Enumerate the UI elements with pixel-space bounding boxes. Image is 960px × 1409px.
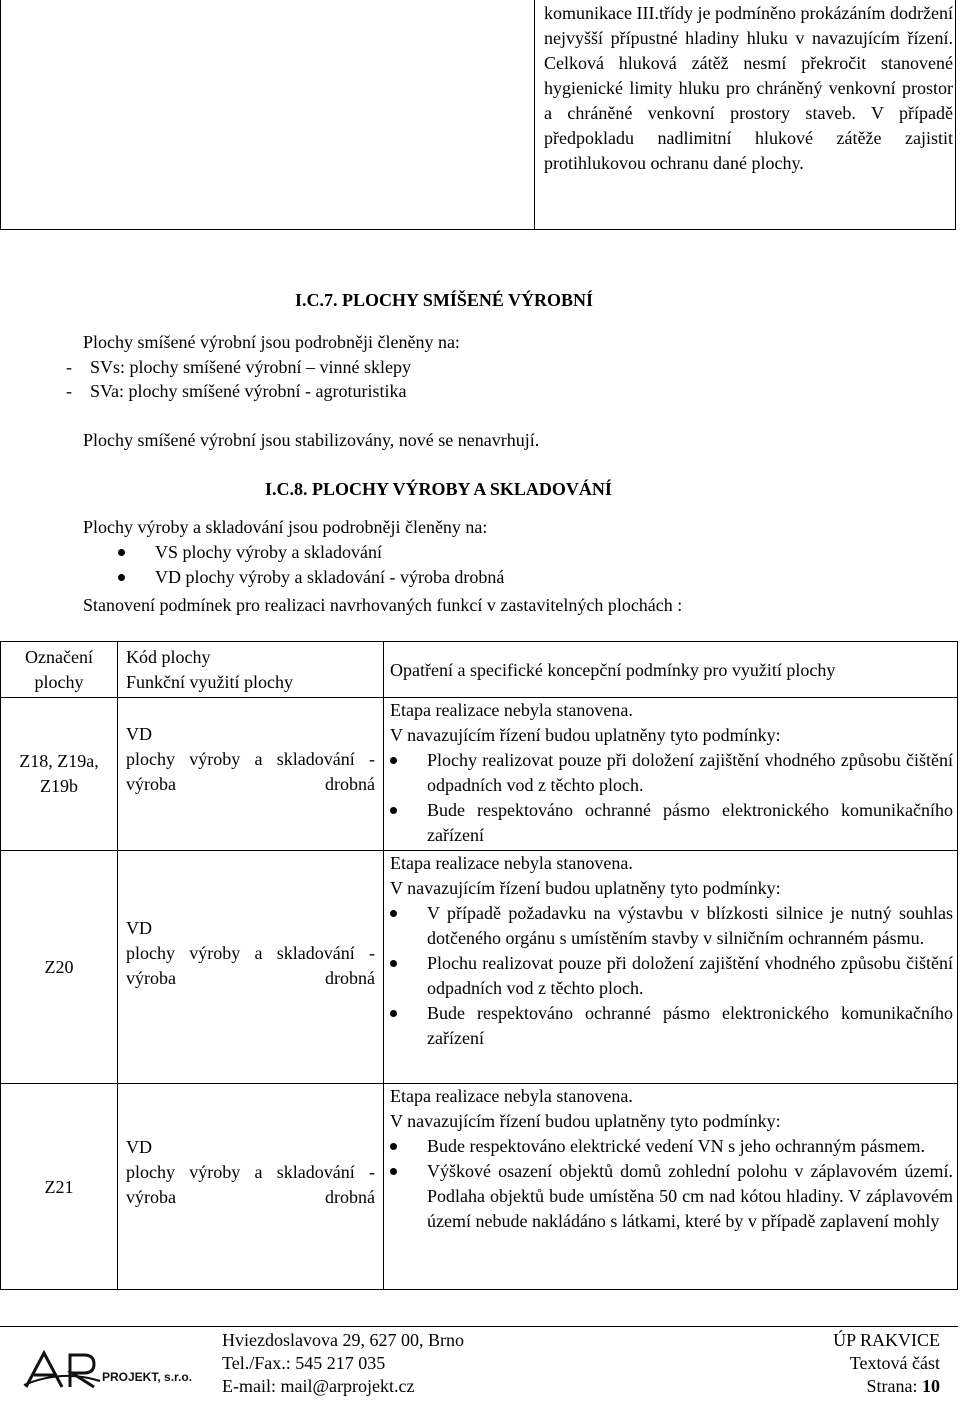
footer-rule: [0, 1326, 958, 1327]
list-item: Bude respektováno elektrické vedení VN s jeho ochranným pásmem.: [390, 1134, 953, 1159]
row-bullets: [390, 901, 953, 1051]
footer-document-info: [833, 1329, 940, 1398]
row-function-text: plochy výroby a skladování - výroba drobná: [126, 943, 375, 988]
row-bullets: [390, 748, 953, 848]
table-row-id: Z21: [44, 1176, 74, 1197]
row-stage: Etapa realizace nebyla stanovena.: [390, 700, 633, 720]
table-column-divider: [534, 0, 535, 229]
table-row-function: [126, 1135, 375, 1210]
table-row-conditions: [390, 851, 953, 1051]
header-function-line: Funkční využití plochy: [126, 672, 293, 692]
section-7-note: Plochy smíšené výrobní jsou stabilizovány, nové se nenavrhují.: [83, 430, 540, 450]
table-row-function: [126, 916, 375, 991]
list-item: Bude respektováno ochranné pásmo elektronického komunikačního zařízení: [390, 1001, 953, 1051]
list-item: V případě požadavku na výstavbu v blízkosti silnice je nutný souhlas dotčeného orgánu s umístěním stavby v silničním ochranném pásmu.: [390, 901, 953, 951]
footer-contact: [222, 1329, 464, 1398]
company-logo: [22, 1345, 202, 1395]
table-row-id: Z20: [44, 956, 74, 977]
section-7-intro: Plochy smíšené výrobní jsou podrobněji členěny na:: [83, 332, 460, 352]
footer-phone: Tel./Fax.: 545 217 035: [222, 1353, 386, 1373]
section-8-heading: I.C.8. PLOCHY VÝROBY A SKLADOVÁNÍ: [265, 479, 612, 499]
row-function-text: plochy výroby a skladování - výroba drobná: [126, 749, 375, 794]
row-stage: Etapa realizace nebyla stanovena.: [390, 1086, 633, 1106]
table-column-divider: [117, 642, 118, 1289]
row-lead: V navazujícím řízení budou uplatněny tyto podmínky:: [390, 725, 781, 745]
table-column-divider: [383, 642, 384, 1289]
section-7-item-svs: - SVs: plochy smíšené výrobní – vinné sklepy: [66, 357, 411, 377]
table-row-conditions: [390, 698, 953, 848]
footer-doc-title: ÚP RAKVICE: [833, 1330, 940, 1350]
footer-page: [833, 1375, 940, 1398]
page-number: 10: [922, 1376, 940, 1396]
table-row-id: Z18, Z19a, Z19b: [19, 751, 99, 796]
table-row-function: [126, 722, 375, 797]
list-item: VD plochy výroby a skladování - výroba drobná: [118, 565, 504, 590]
logo-ar-icon: [22, 1345, 202, 1395]
row-code: VD: [126, 1137, 152, 1157]
header-code-line: Kód plochy: [126, 647, 211, 667]
conditions-table: [0, 641, 958, 1290]
section-7-item-sva: - SVa: plochy smíšené výrobní - agroturistika: [66, 381, 407, 401]
section-8-list: [118, 540, 504, 590]
header-designation: Označení plochy: [25, 647, 93, 692]
footer-email: E-mail: mail@arprojekt.cz: [222, 1376, 415, 1396]
row-lead: V navazujícím řízení budou uplatněny tyto podmínky:: [390, 1111, 781, 1131]
header-conditions: Opatření a specifické koncepční podmínky pro využití plochy: [390, 660, 836, 680]
conditions-intro: Stanovení podmínek pro realizaci navrhovaných funkcí v zastavitelných plochách :: [83, 595, 683, 615]
row-bullets: [390, 1134, 953, 1234]
row-code: VD: [126, 724, 152, 744]
header-code: [126, 645, 293, 695]
section-8-intro: Plochy výroby a skladování jsou podrobněji členěny na:: [83, 517, 488, 537]
row-stage: Etapa realizace nebyla stanovena.: [390, 853, 633, 873]
list-item: VS plochy výroby a skladování: [118, 540, 504, 565]
footer-address: Hviezdoslavova 29, 627 00, Brno: [222, 1330, 464, 1350]
logo-text: PROJEKT, s.r.o.: [102, 1370, 193, 1384]
footer-doc-part: Textová část: [849, 1353, 940, 1373]
list-item: Výškové osazení objektů domů zohlední polohu v záplavovém území. Podlaha objektů bude umístěna 50 cm nad kótou hladiny. V záplavovém území nebude nakládáno s látkami, které by v případě zaplavení mohly: [390, 1159, 953, 1234]
top-cell-text: komunikace III.třídy je podmíněno prokázáním dodržení nejvyšší přípustné hladiny hluku v navazujícím řízení. Celková hluková zátěž nesmí překročit stanovené hygienické limity hluku pro chráněný venkovní prostor a chráněné venkovní prostory staveb. V případě předpokladu nadlimitní hlukové zátěže zajistit protihlukovou ochranu dané plochy.: [544, 3, 953, 173]
row-lead: V navazujícím řízení budou uplatněny tyto podmínky:: [390, 878, 781, 898]
list-item: Bude respektováno ochranné pásmo elektronického komunikačního zařízení: [390, 798, 953, 848]
table-row-conditions: [390, 1084, 953, 1234]
section-7-heading: I.C.7. PLOCHY SMÍŠENÉ VÝROBNÍ: [295, 290, 594, 310]
row-function-text: plochy výroby a skladování - výroba drobná: [126, 1162, 375, 1207]
previous-table-fragment: [0, 0, 956, 230]
list-item: Plochy realizovat pouze při doložení zajištění vhodného způsobu čištění odpadních vod z těchto ploch.: [390, 748, 953, 798]
list-item: Plochu realizovat pouze při doložení zajištění vhodného způsobu čištění odpadních vod z těchto ploch.: [390, 951, 953, 1001]
row-code: VD: [126, 918, 152, 938]
page-label: Strana:: [866, 1376, 918, 1396]
